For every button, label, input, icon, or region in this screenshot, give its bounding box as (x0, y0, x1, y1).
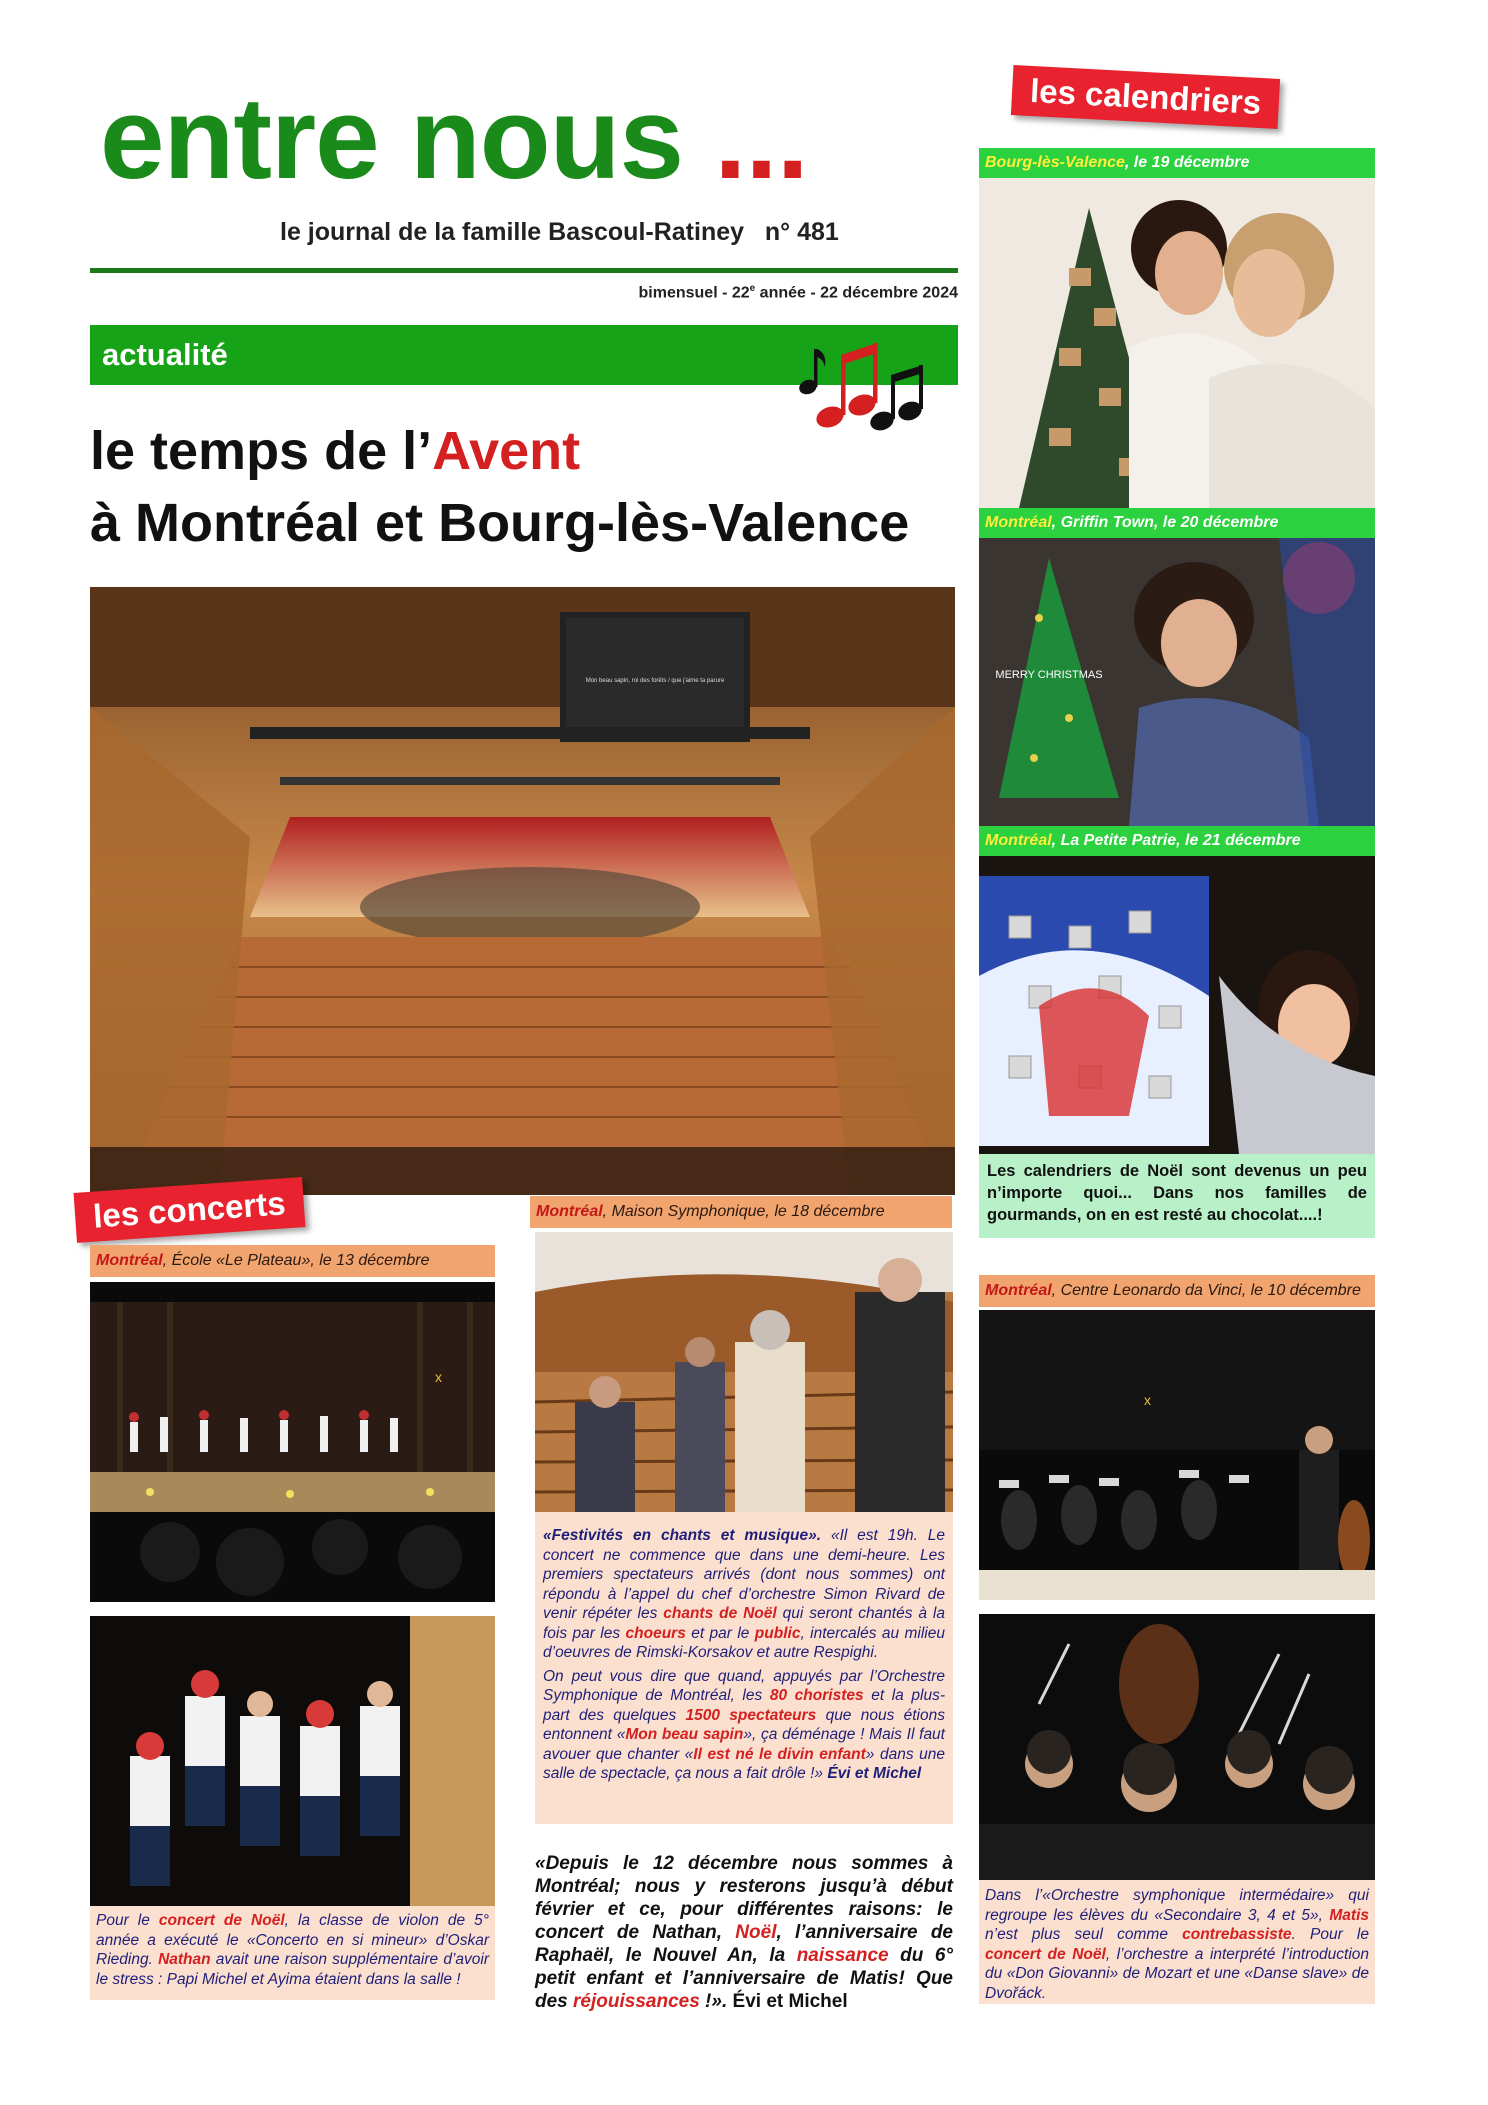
calendar-caption-3: Montréal, La Petite Patrie, le 21 décembre (979, 826, 1375, 856)
symph-caption: Montréal, Maison Symphonique, le 18 décembre (530, 1196, 952, 1228)
family-quote-box (535, 1852, 953, 2057)
masthead-rule (90, 268, 958, 273)
calendar-card-text: MERRY CHRISTMAS (995, 669, 1103, 681)
section-label: actualité (102, 337, 228, 372)
stage-marker-2: x (1144, 1392, 1151, 1408)
symph-text-p1: «Festivités en chants et musique». «Il est 19h. Le concert ne commence que dans une demi-heure. Les premiers spectateurs arrivés (dont nous sommes) ont répondu à l’appel du chef d’orchestre Simon Rivard de venir répéter les chants de Noël qui seront chantés à la fois par les choeurs et par le public, intercalés au milieu d’oeuvres de Rimski-Korsakov et autre Respighi. (543, 1527, 945, 1661)
issue-number: n° 481 (764, 218, 839, 246)
hall-screen-text: Mon beau sapin, roi des forêts / que j'aime ta parure (585, 678, 725, 684)
headline-highlight: Avent (432, 421, 581, 481)
plateau-text-box (90, 1906, 495, 2000)
plateau-text: Pour le concert de Noël, la classe de violon de 5° année a exécuté le «Concerto en si mineur» d’Oskar Rieding. Nathan avait une raison supplémentaire d’avoir le stress : Papi Michel et Ayima étaient dans la salle ! (96, 1912, 489, 1988)
headline-line2: à Montréal et Bourg-lès-Valence (90, 493, 910, 553)
family-quote: «Depuis le 12 décembre nous sommes à Montréal; nous y resterons jusqu’à début février et ce, pour différentes raisons: le concert de Nathan, Noël, l’anniversaire de Raphaël, le Nouvel An, la naissance du 6° petit enfant et l’anniversaire de Matis! Que des réjouissances !». Évi et Michel (535, 1853, 953, 2012)
concerts-tag: les concerts (74, 1177, 306, 1243)
davinci-orchestra-photo (979, 1310, 1375, 1600)
symph-signature: Évi et Michel (827, 1765, 922, 1782)
davinci-caption: Montréal, Centre Leonardo da Vinci, le 10 décembre (979, 1275, 1375, 1307)
headline: le temps de l’Avent à Montréal et Bourg-lès-Valence (90, 415, 909, 559)
plateau-stage-photo (90, 1282, 495, 1602)
plateau-caption: Montréal, École «Le Plateau», le 13 décembre (90, 1245, 495, 1277)
masthead-subtitle: le journal de la famille Bascoul-Ratiney n° 481 (280, 218, 839, 246)
davinci-bass-photo (979, 1614, 1375, 1880)
symph-text-box (535, 1512, 953, 1824)
symph-text-p2: On peut vous dire que quand, appuyés par l’Orchestre Symphonique de Montréal, les 80 choristes et la plus-part des quelques 1500 spectateurs que nous étions entonnent «Mon beau sapin», ça déménage ! Mais Il faut avouer que chanter «Il est né le divin enfant» dans une salle de spectacle, ça nous a fait drôle !» Évi et Michel (543, 1667, 945, 1782)
symph-audience-photo (535, 1232, 953, 1512)
plateau-violin-photo (90, 1616, 495, 1906)
stage-marker-1: x (435, 1369, 442, 1385)
calendars-note: Les calendriers de Noël sont devenus un peu n’importe quoi... Dans nos familles de gourmands, on en est resté au chocolat....! (987, 1162, 1367, 1224)
calendar-photo-griffin (979, 538, 1375, 826)
calendars-note-box (979, 1154, 1375, 1238)
calendar-photo-petite-patrie (979, 856, 1375, 1154)
dateline: bimensuel - 22e année - 22 décembre 2024 (638, 283, 958, 302)
concert-hall-photo (90, 587, 955, 1195)
masthead-title: entre nous ... (100, 73, 808, 203)
quote-signature: Évi et Michel (732, 1991, 848, 2012)
davinci-text: Dans l’«Orchestre symphonique intermédaire» qui regroupe les élèves du «Secondaire 3, 4 et 5», Matis n’est plus seul comme contrebassiste. Pour le concert de Noël, l’orchestre a interprété l’introduction du «Don Giovanni» de Mozart et une «Danse slave» de Dvořáck. (985, 1887, 1370, 2002)
davinci-text-box (979, 1880, 1375, 2004)
masthead-dots: ... (714, 73, 808, 203)
calendar-caption-2: Montréal, Griffin Town, le 20 décembre (979, 508, 1375, 538)
calendars-tag: les calendriers (1011, 65, 1280, 129)
calendar-caption-1: Bourg-lès-Valence, le 19 décembre (979, 148, 1375, 178)
calendar-photo-bourg (979, 178, 1375, 508)
